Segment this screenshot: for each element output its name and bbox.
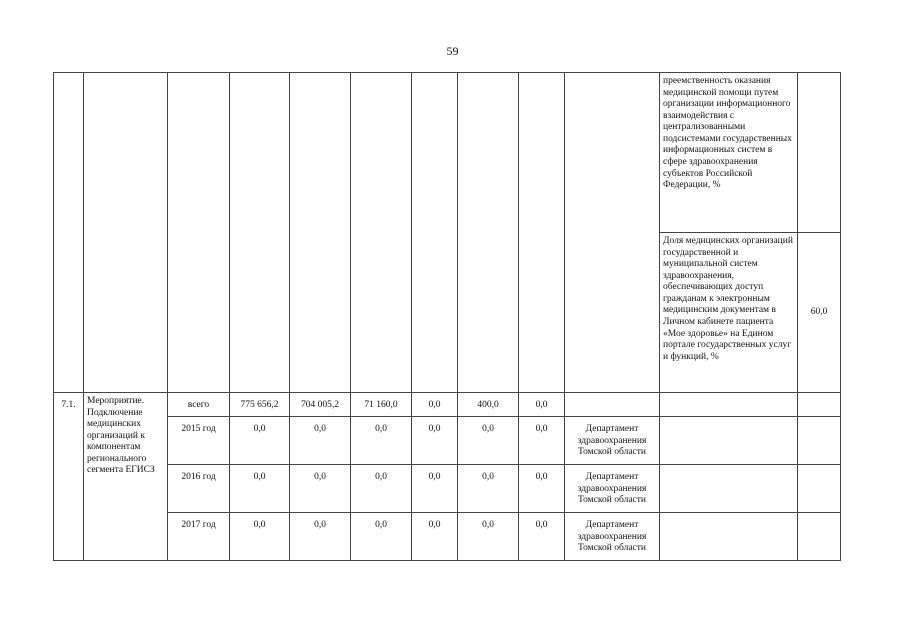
cell-empty	[519, 73, 565, 393]
value-cell: 0,0	[351, 513, 412, 561]
cell-empty	[660, 465, 798, 513]
indicator-text: преемственность оказания медицинской помощи путем организации информационного взаимодействия с централизованными подсистемами государственных информационных систем в сфере здравоохранения субъектов Российской Федерации, %	[660, 73, 798, 233]
executor-cell: Департамент здравоохранения Томской области	[565, 465, 660, 513]
cell-empty	[798, 417, 841, 465]
value-cell: 704 005,2	[290, 393, 351, 417]
value-cell: 0,0	[412, 465, 458, 513]
executor-cell: Департамент здравоохранения Томской области	[565, 513, 660, 561]
value-cell: 0,0	[458, 513, 519, 561]
value-cell: 0,0	[230, 513, 290, 561]
cell-empty	[458, 73, 519, 393]
value-cell: 0,0	[290, 417, 351, 465]
value-cell: 71 160,0	[351, 393, 412, 417]
page-number: 59	[446, 44, 459, 58]
period-cell: 2017 год	[168, 513, 230, 561]
cell-empty	[798, 513, 841, 561]
cell-empty	[565, 73, 660, 393]
value-cell: 0,0	[412, 417, 458, 465]
indicator-text: Доля медицинских организаций государственной и муниципальной систем здравоохранения, обеспечивающих доступ гражданам к электронным медицинским документам в Личном кабинете пациента «Мое здоровье» на Едином портале государственных услуг и функций, %	[660, 233, 798, 393]
value-cell: 0,0	[230, 417, 290, 465]
cell-empty	[798, 465, 841, 513]
value-cell: 0,0	[458, 417, 519, 465]
value-cell: 0,0	[519, 417, 565, 465]
cell-empty	[351, 73, 412, 393]
cell-empty	[168, 73, 230, 393]
value-cell: 0,0	[230, 465, 290, 513]
activity-row-year	[54, 465, 841, 513]
value-cell: 0,0	[519, 393, 565, 417]
cell-empty	[84, 73, 168, 393]
activity-row-year	[54, 513, 841, 561]
cell-empty	[660, 417, 798, 465]
activity-name: Мероприятие. Подключение медицинских организаций к компонентам регионального сегмента ЕГИСЗ	[84, 393, 168, 561]
cell-empty	[54, 73, 84, 393]
value-cell: 0,0	[290, 513, 351, 561]
value-cell: 0,0	[519, 465, 565, 513]
indicator-value: 60,0	[798, 233, 841, 393]
program-table	[53, 72, 841, 561]
cell-empty	[798, 393, 841, 417]
activity-row-total	[54, 393, 841, 417]
value-cell: 0,0	[458, 465, 519, 513]
value-cell: 0,0	[290, 465, 351, 513]
activity-number: 7.1.	[54, 393, 84, 561]
indicator-value	[798, 73, 841, 233]
value-cell: 400,0	[458, 393, 519, 417]
value-cell: 0,0	[519, 513, 565, 561]
indicator-row	[54, 73, 841, 233]
cell-empty	[412, 73, 458, 393]
cell-empty	[660, 393, 798, 417]
value-cell: 0,0	[351, 417, 412, 465]
value-cell: 775 656,2	[230, 393, 290, 417]
period-cell: 2016 год	[168, 465, 230, 513]
period-cell: всего	[168, 393, 230, 417]
value-cell: 0,0	[412, 393, 458, 417]
cell-empty	[290, 73, 351, 393]
executor-cell	[565, 393, 660, 417]
value-cell: 0,0	[351, 465, 412, 513]
cell-empty	[660, 513, 798, 561]
value-cell: 0,0	[412, 513, 458, 561]
activity-row-year	[54, 417, 841, 465]
executor-cell: Департамент здравоохранения Томской области	[565, 417, 660, 465]
cell-empty	[230, 73, 290, 393]
period-cell: 2015 год	[168, 417, 230, 465]
